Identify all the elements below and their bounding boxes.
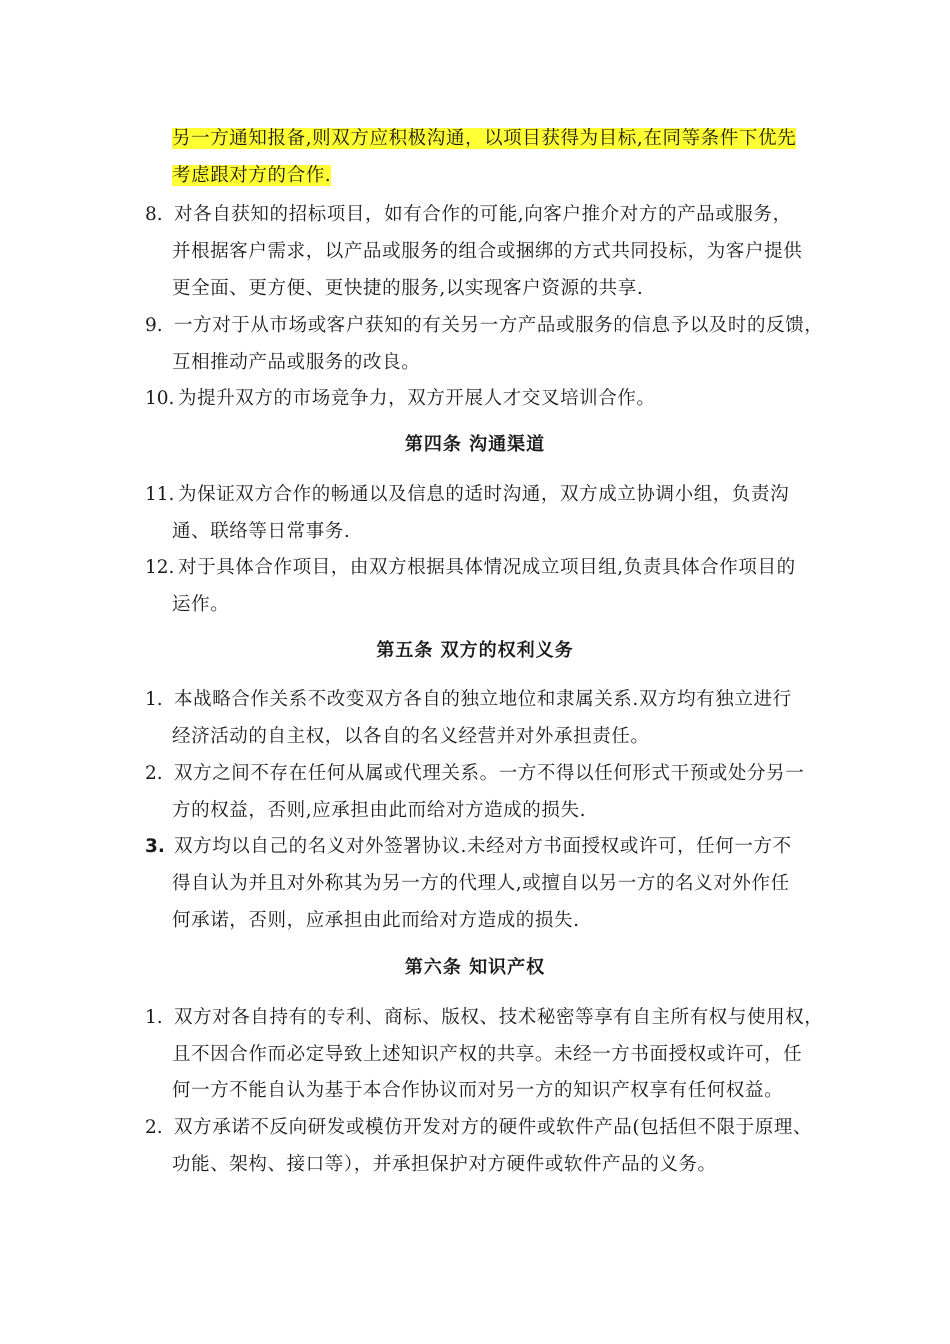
s5-item-3-line-1: 双方均以自己的名义对外签署协议.未经对方书面授权或许可，任何一方不: [174, 836, 792, 857]
item-number: 12.: [145, 557, 175, 578]
intro-line-2: 考虑跟对方的合作.: [172, 165, 332, 186]
item-number: 1.: [145, 689, 163, 710]
item-number: 3.: [145, 836, 165, 857]
s6-item-1-line-2: 且不因合作而必定导致上述知识产权的共享。未经一方书面授权或许可，任: [172, 1044, 803, 1065]
item-number: 1.: [145, 1007, 163, 1028]
s6-item-2-line-2: 功能、架构、接口等），并承担保护对方硬件或软件产品的义务。: [172, 1154, 717, 1175]
item-12-line-1: 对于具体合作项目，由双方根据具体情况成立项目组,负责具体合作项目的: [178, 557, 796, 578]
item-number: 11.: [145, 484, 175, 505]
item-number: 2.: [145, 763, 163, 784]
item-number: 2.: [145, 1117, 163, 1138]
section-heading-5: 第五条 双方的权利义务: [376, 640, 574, 661]
item-8-line-1: 对各自获知的招标项目，如有合作的可能,向客户推介对方的产品或服务，: [174, 204, 792, 225]
s5-item-3-line-2: 得自认为并且对外称其为另一方的代理人,或擅自以另一方的名义对外作任: [172, 873, 790, 894]
item-11-line-2: 通、联络等日常事务.: [172, 521, 351, 542]
item-8-line-2: 并根据客户需求，以产品或服务的组合或捆绑的方式共同投标，为客户提供: [172, 241, 803, 262]
s6-item-2-line-1: 双方承诺不反向研发或模仿开发对方的硬件或软件产品(包括但不限于原理、: [174, 1117, 813, 1138]
item-12-line-2: 运作。: [172, 594, 230, 615]
section-heading-6: 第六条 知识产权: [404, 957, 546, 978]
s5-item-2-line-1: 双方之间不存在任何从属或代理关系。一方不得以任何形式干预或处分另一: [174, 763, 805, 784]
item-8-line-3: 更全面、更方便、更快捷的服务,以实现客户资源的共享.: [172, 278, 644, 299]
s6-item-1-line-1: 双方对各自持有的专利、商标、版权、技术秘密等享有自主所有权与使用权，: [174, 1007, 824, 1028]
s6-item-1-line-3: 何一方不能自认为基于本合作协议而对另一方的知识产权享有任何权益。: [172, 1080, 784, 1101]
item-number: 9.: [145, 315, 163, 336]
section-heading-4: 第四条 沟通渠道: [404, 434, 546, 455]
intro-line-1: 另一方通知报备,则双方应积极沟通，以项目获得为目标,在同等条件下优先: [172, 128, 797, 149]
item-9-line-1: 一方对于从市场或客户获知的有关另一方产品或服务的信息予以及时的反馈，: [174, 315, 824, 336]
s5-item-2-line-2: 方的权益，否则,应承担由此而给对方造成的损失.: [172, 800, 587, 821]
item-11-line-1: 为保证双方合作的畅通以及信息的适时沟通，双方成立协调小组，负责沟: [178, 484, 790, 505]
s5-item-1-line-2: 经济活动的自主权，以各自的名义经营并对外承担责任。: [172, 726, 650, 747]
item-10-line-1: 为提升双方的市场竞争力，双方开展人才交叉培训合作。: [178, 388, 656, 409]
item-9-line-2: 互相推动产品或服务的改良。: [172, 352, 421, 373]
item-number: 8.: [145, 204, 163, 225]
s5-item-1-line-1: 本战略合作关系不改变双方各自的独立地位和隶属关系.双方均有独立进行: [174, 689, 792, 710]
item-number: 10.: [145, 388, 175, 409]
s5-item-3-line-3: 何承诺，否则，应承担由此而给对方造成的损失.: [172, 910, 580, 931]
